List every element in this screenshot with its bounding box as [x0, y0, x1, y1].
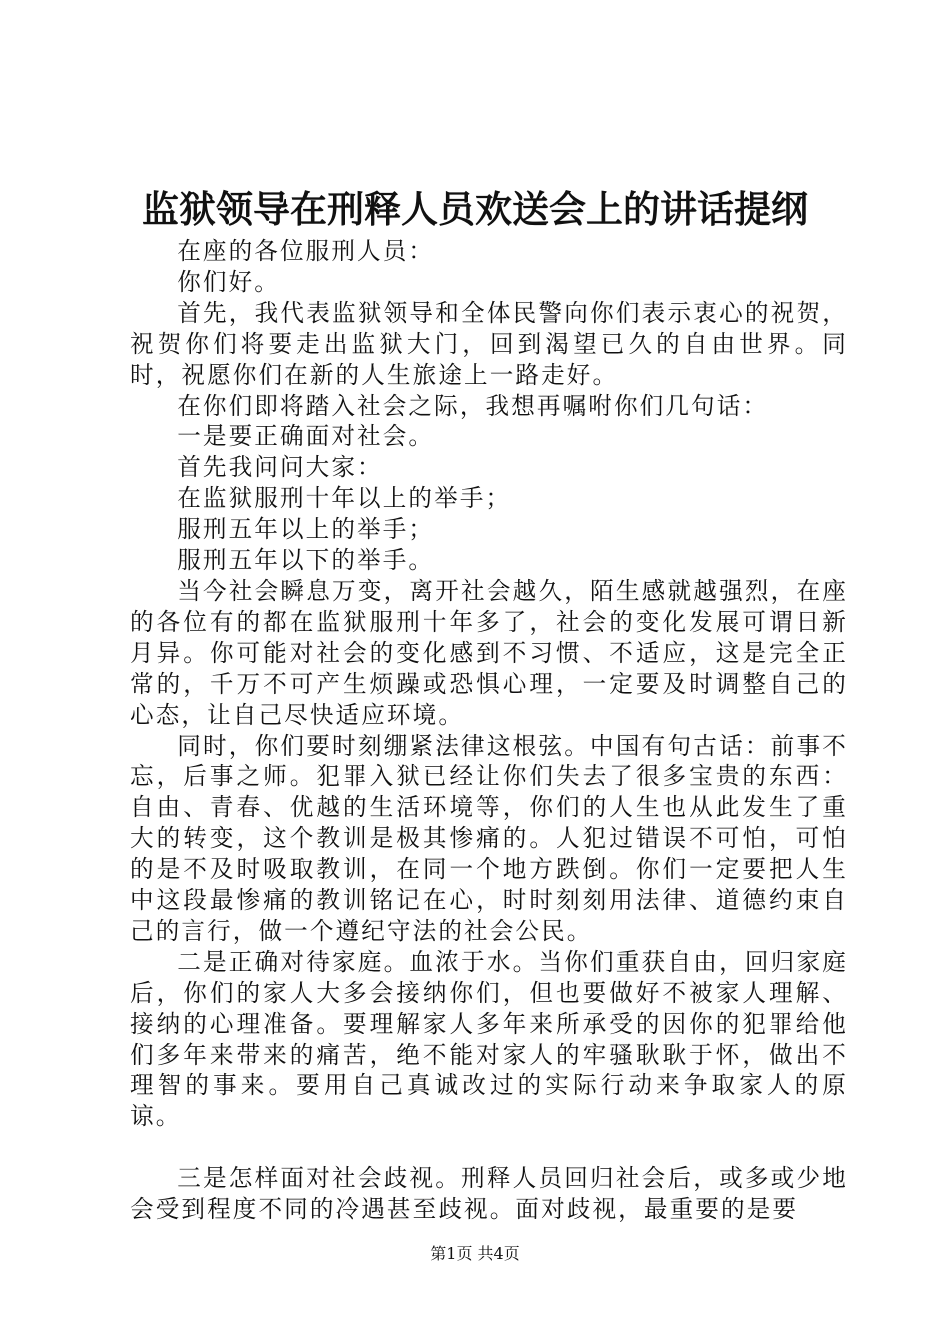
paragraph: 二是正确对待家庭。血浓于水。当你们重获自由，回归家庭后，你们的家人大多会接纳你们，但也要做好不被家人理解、接纳的心理准备。要理解家人多年来所承受的因你的犯罪给他们多年来带来的痛苦，绝不能对家人的牢骚耿耿于怀，做出不理智的事来。要用自己真诚改过的实际行动来争取家人的原谅。: [130, 947, 848, 1131]
paragraph: 首先，我代表监狱领导和全体民警向你们表示衷心的祝贺，祝贺你们将要走出监狱大门，回到渴望已久的自由世界。同时，祝愿你们在新的人生旅途上一路走好。: [130, 298, 848, 389]
paragraph: 在座的各位服刑人员：: [177, 237, 435, 265]
document-body: [130, 236, 848, 1225]
paragraph: 服刑五年以下的举手。: [177, 546, 435, 575]
paragraph: 一是要正确面对社会。: [177, 422, 435, 451]
paragraph: 在你们即将踏入社会之际，我想再嘱咐你们几句话：: [177, 391, 769, 420]
paragraph: 首先我问问大家：: [177, 453, 383, 482]
page-footer: 第1页 共4页: [430, 1244, 520, 1263]
paragraph: 同时，你们要时刻绷紧法律这根弦。中国有句古话：前事不忘，后事之师。犯罪入狱已经让你们失去了很多宝贵的东西：自由、青春、优越的生活环境等，你们的人生也从此发生了重大的转变，这个教训是极其惨痛的。人犯过错误不可怕，可怕的是不及时吸取教训，在同一个地方跌倒。你们一定要把人生中这段最惨痛的教训铭记在心，时时刻刻用法律、道德约束自己的言行，做一个遵纪守法的社会公民。: [130, 731, 848, 945]
paragraph: 在监狱服刑十年以上的举手；: [177, 484, 512, 513]
paragraph: 你们好。: [177, 267, 280, 296]
paragraph: 当今社会瞬息万变，离开社会越久，陌生感就越强烈，在座的各位有的都在监狱服刑十年多了，社会的变化发展可谓日新月异。你可能对社会的变化感到不习惯、不适应，这是完全正常的，千万不可产生烦躁或恐惧心理，一定要及时调整自己的心态，让自己尽快适应环境。: [130, 576, 848, 729]
paragraph: 三是怎样面对社会歧视。刑释人员回归社会后，或多或少地会受到程度不同的冷遇甚至歧视。面对歧视，最重要的是要: [130, 1164, 848, 1224]
document-title: 监狱领导在刑释人员欢送会上的讲话提纲: [142, 187, 808, 231]
paragraph: 服刑五年以上的举手；: [177, 515, 435, 544]
